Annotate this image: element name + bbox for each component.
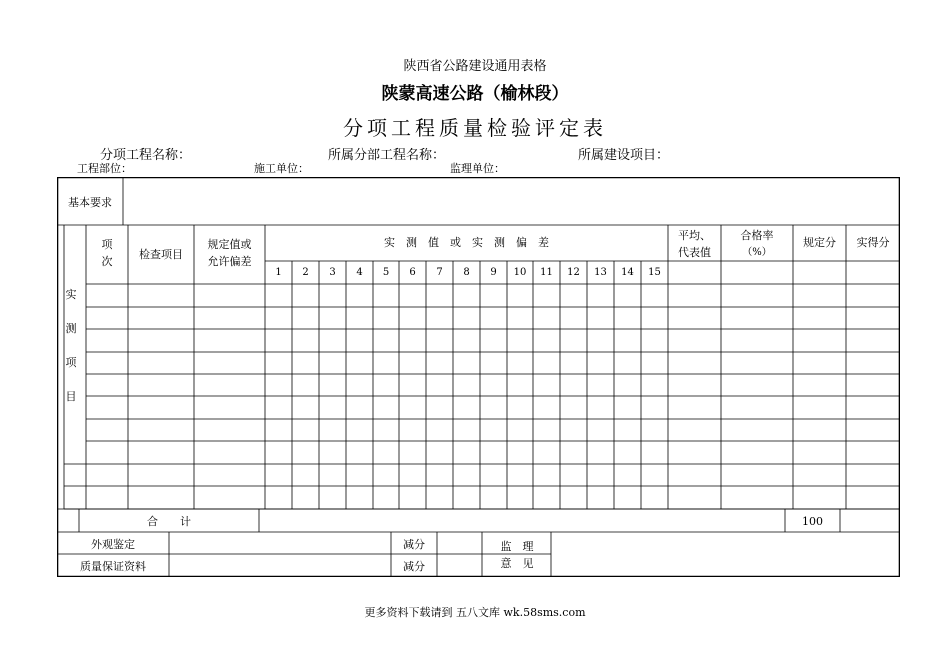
supervision-opinion-2: 意 见 [500,557,534,570]
col-pass-rate-1: 合格率 [740,229,774,242]
quality-deduction-label: 减分 [403,560,425,573]
measure-number-15: 15 [648,267,661,278]
col-average-1: 平均、 [678,229,711,242]
measure-number-11: 11 [540,267,553,278]
footer-note: 更多资料下载请到 五八文库 wk.58sms.com [364,606,586,619]
col-item-no-2: 次 [101,255,113,268]
measure-number-13: 13 [594,267,607,278]
measured-items-side-2: 测 [65,322,77,335]
col-pass-rate-2: （%） [742,247,772,258]
measure-number-6: 6 [409,267,416,278]
col-actual-score: 实得分 [856,236,890,249]
col-measured-values: 实 测 值 或 实 测 偏 差 [384,236,549,249]
measured-items-side-1: 实 [65,288,77,301]
measured-items-side-3: 项 [65,356,77,369]
construction-project-label: 所属建设项目： [578,148,670,163]
contractor-label: 施工单位： [254,162,309,175]
location-label: 工程部位： [77,162,132,175]
measure-number-4: 4 [356,267,363,278]
supervision-opinion-1: 监 理 [500,540,534,553]
basic-requirements-label: 基本要求 [68,196,112,209]
form-title: 分项工程质量检验评定表 [343,116,607,140]
measure-number-2: 2 [302,267,309,278]
subitem-name-label: 分项工程名称： [100,148,192,163]
measure-number-5: 5 [382,267,390,278]
division-name-label: 所属分部工程名称： [328,148,446,163]
col-spec-2: 允许偏差 [207,255,252,268]
measured-items-side-4: 目 [65,390,77,403]
measure-number-1: 1 [275,267,282,278]
measure-number-7: 7 [436,267,443,278]
supervisor-label: 监理单位： [450,162,505,175]
project-name: 陕蒙高速公路（榆林段） [381,84,569,104]
super-title: 陕西省公路建设通用表格 [403,59,547,74]
col-spec-1: 规定值或 [207,238,252,251]
evaluation-table [57,177,900,577]
measure-number-8: 8 [463,267,470,278]
measure-number-14: 14 [621,267,634,278]
measure-number-9: 9 [490,267,497,278]
measure-number-12: 12 [567,267,580,278]
col-item-no-1: 项 [101,238,113,251]
measure-number-10: 10 [513,267,527,278]
quality-docs-label: 质量保证资料 [80,560,146,573]
col-standard-score: 规定分 [803,236,836,249]
total-label: 合 计 [147,515,191,528]
appearance-label: 外观鉴定 [91,538,135,551]
col-check-item: 检查项目 [139,248,183,261]
measure-number-3: 3 [329,267,336,278]
appearance-deduction-label: 减分 [403,538,425,551]
col-average-2: 代表值 [678,246,711,259]
total-score: 100 [802,515,823,528]
